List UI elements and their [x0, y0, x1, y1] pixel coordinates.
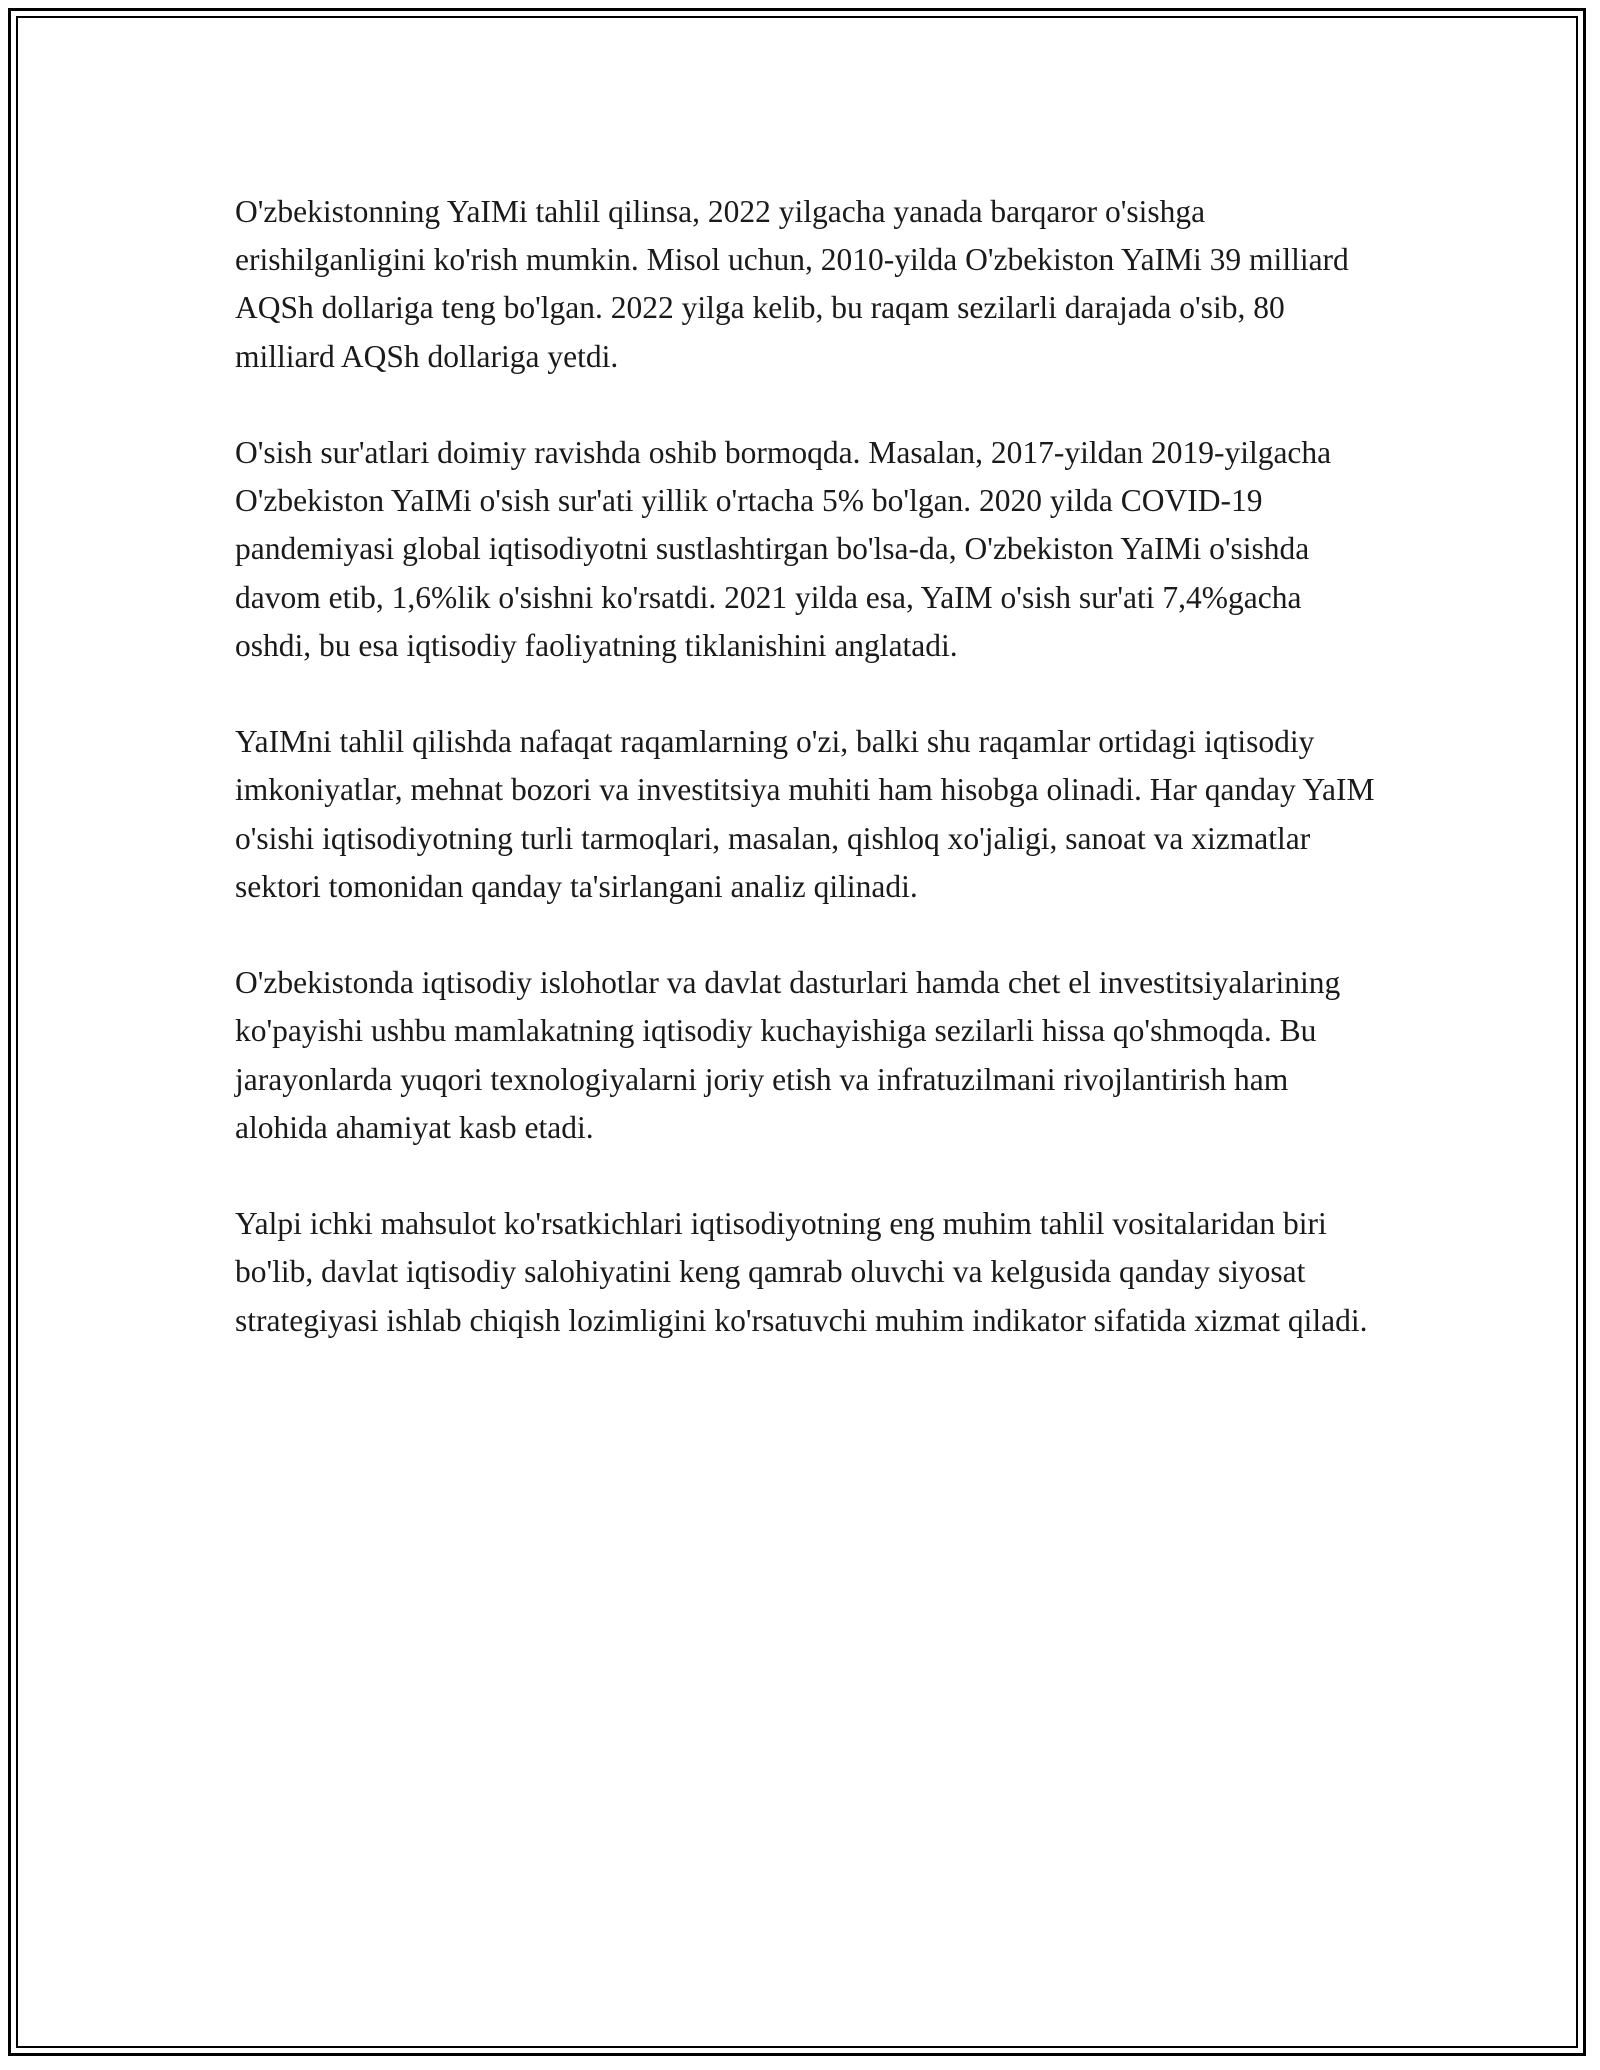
paragraph-reforms-investment: O'zbekistonda iqtisodiy islohotlar va davlat dasturlari hamda chet el investitsiyalarining ko'payishi ushbu mamlakatning iqtisodiy kuchayishiga sezilarli hissa qo'shmoqda. Bu jarayonlarda yuqori texnologiyalarni joriy etish va infratuzilmani rivojlantirish ham alohida ahamiyat kasb etadi. [235, 965, 1341, 1145]
paragraph-growth-rates: O'sish sur'atlari doimiy ravishda oshib bormoqda. Masalan, 2017-yildan 2019-yilgacha O'zbekiston YaIMi o'sish sur'ati yillik o'rtacha 5% bo'lgan. 2020 yilda COVID-19 pandemiyasi global iqtisodiyotni sustlashtirgan bo'lsa-da, O'zbekiston YaIMi o'sishda davom etib, 1,6%lik o'sishni ko'rsatdi. 2021 yilda esa, YaIM o'sish sur'ati 7,4%gacha oshdi, bu esa iqtisodiy faoliyatning tiklanishini anglatadi. [235, 435, 1332, 663]
paragraph-gdp-overview: O'zbekistonning YaIMi tahlil qilinsa, 2022 yilgacha yanada barqaror o'sishga erishilganligini ko'rish mumkin. Misol uchun, 2010-yilda O'zbekiston YaIMi 39 milliard AQSh dollariga teng bo'lgan. 2022 yilga kelib, bu raqam sezilarli darajada o'sib, 80 milliard AQSh dollariga yetdi. [235, 194, 1349, 374]
paragraph-analysis-factors: YaIMni tahlil qilishda nafaqat raqamlarning o'zi, balki shu raqamlar ortidagi iqtisodiy imkoniyatlar, mehnat bozori va investitsiya muhiti ham hisobga olinadi. Har qanday YaIM o'sishi iqtisodiyotning turli tarmoqlari, masalan, qishloq xo'jaligi, sanoat va xizmatlar sektori tomonidan qanday ta'sirlangani analiz qilinadi. [235, 724, 1375, 904]
paragraph-conclusion: Yalpi ichki mahsulot ko'rsatkichlari iqtisodiyotning eng muhim tahlil vositalaridan biri bo'lib, davlat iqtisodiy salohiyatini keng qamrab oluvchi va kelgusida qanday siyosat strategiyasi ishlab chiqish lozimligini ko'rsatuvchi muhim indikator sifatida xizmat qiladi. [235, 1206, 1368, 1338]
document-body [235, 188, 1380, 1393]
